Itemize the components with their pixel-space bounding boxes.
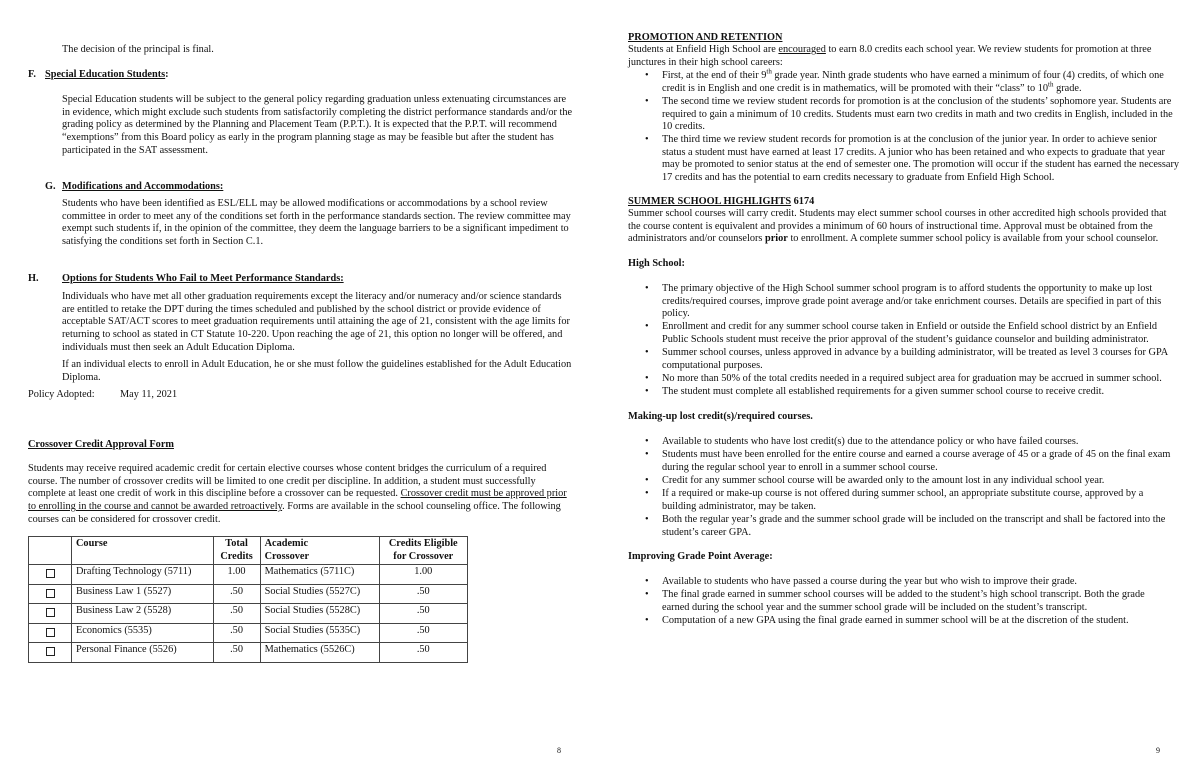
list-item [645,449,1171,474]
bullet-icon: • [645,576,649,587]
row-checkbox[interactable] [29,643,72,663]
summer-body [628,208,1166,246]
row-checkbox[interactable] [29,584,72,604]
list-item-text: credit is in English and one credit is in mathematics, will be promoted with their “class” to 10 [662,82,1049,94]
list-item-text: grade. [1053,82,1082,94]
list-item-line: The student must complete all established requirements for a given summer school course to receive credit. [662,386,1105,397]
list-item [645,67,1164,95]
list-item-line: Public Schools student must receive the prior approval of the student’s guidance counselor and building administrator. [662,333,1149,345]
summer-text: administrators and/or counselors [628,233,765,245]
policy-adopted-label: Policy Adopted: [28,389,95,400]
list-item [645,321,1157,346]
promotion-intro-line [628,44,1151,57]
list-item-line: student’s career GPA. [662,526,752,538]
crossover-title: Crossover Credit Approval Form [28,439,174,450]
section-f-line: Special Education students will be subject to the general policy regarding graduation unless extenuating circumstances are [62,94,567,105]
crossover-line [28,501,567,514]
list-item [645,96,1173,134]
checkbox-icon[interactable] [46,569,55,578]
bullet-icon: • [645,70,649,81]
list-item [645,436,1079,449]
bullet-icon: • [645,488,649,499]
encouraged-word: encouraged [778,44,826,55]
prior-word: prior [764,233,788,245]
checkbox-header [29,537,72,565]
high-school-title: High School: [628,258,685,269]
bullet-icon: • [645,386,649,397]
list-item [645,589,1145,614]
total-credits-header [213,537,260,565]
list-item-line: may be promoted to senior status at the end of semester one. The promotion will occur if the student has earned the necessary [662,159,1180,171]
summer-text: to enrollment. A complete summer school policy is available from your school counselor. [787,233,1159,245]
makeup-title: Making-up lost credit(s)/required courses. [628,411,813,422]
bullet-icon: • [645,436,649,447]
table-header-row [29,537,468,565]
policy-adopted-date: May 11, 2021 [120,389,178,400]
list-item-line: Computation of a new GPA using the final grade earned in summer school will be at the discretion of the student. [662,615,1129,626]
list-item-line: during the regular school year to enroll in a summer school course. [662,461,938,473]
crossover-text: complete at least one credit of work in this discipline before a crossover can be requested. [28,488,401,500]
checkbox-icon[interactable] [46,647,55,656]
section-h-line: Diploma. [62,371,101,383]
course-cell: Economics (5535) [72,623,214,643]
section-h-line: acceptable SAT/ACT scores to meet graduation requirements until attaining the age of 21, consistent with the age limits for [62,316,570,328]
list-item-line: 10 credits. [662,121,705,133]
bullet-icon: • [645,347,649,358]
section-g-line: exempt such students if, in the opinion of the committee, they deem the language barriers to be a significant impediment to [62,223,569,235]
crossover-line [28,488,567,501]
summer-title: SUMMER SCHOOL HIGHLIGHTS [628,196,792,207]
row-checkbox[interactable] [29,623,72,643]
course-cell: Business Law 2 (5528) [72,604,214,624]
section-f-line: in evidence, which might exclude such students from satisfactorily completing the district performance standards and/or the [62,106,573,118]
crossover-line: course. The number of crossover credits will be limited to one credit per discipline. In addition, a student must successfully [28,475,536,487]
page-number-9: 9 [1156,746,1160,755]
academic-crossover-header [260,537,379,565]
promotion-intro [628,44,1151,69]
checkbox-icon[interactable] [46,589,55,598]
row-checkbox[interactable] [29,565,72,585]
eligible-cell: .50 [379,623,467,643]
bullet-icon: • [645,321,649,332]
section-h-line: If an individual elects to enroll in Adult Education, he or she must follow the guidelines established for the Adult Education [62,359,572,370]
crossover-line: courses can be considered for crossover credit. [28,513,221,525]
academic-crossover-header-l2: Crossover [264,550,310,562]
crossover-cell: Mathematics (5711C) [260,565,379,585]
section-f-line: grading policy as determined by the Planning and Placement Team (P.P.T.). It is expected that the P.P.T. will recommend [62,119,557,131]
list-item-line: earned during the school year and the summer school grade will be included on the student’s transcript. [662,601,1088,613]
gpa-title: Improving Grade Point Average: [628,551,773,562]
eligible-cell: .50 [379,643,467,663]
list-item [645,488,1144,513]
section-h-letter: H. [28,273,39,284]
bullet-icon: • [645,615,649,626]
summer-policy-code: 6174 [793,196,815,207]
crossover-cell: Social Studies (5527C) [260,584,379,604]
page-9 [600,0,1200,776]
list-item-line: Students must have been enrolled for the entire course and earned a course average of 45 or a grade of 45 on the final exam [662,449,1171,460]
row-checkbox[interactable] [29,604,72,624]
section-h-body [62,291,570,355]
bullet-icon: • [645,449,649,460]
list-item [645,576,1078,589]
crossover-approval-note: to enrolling in the course and cannot be awarded retroactively [28,501,283,513]
credits-eligible-header-l2: for Crossover [393,550,454,562]
total-credits-header-l2: Credits [220,550,253,562]
section-f-body [62,94,572,158]
list-item [645,475,1105,488]
bullet-icon: • [645,134,649,145]
crossover-credit-table [28,536,468,663]
list-item-line: If a required or make-up course is not offered during summer school, an appropriate substitute course, approved by a [662,488,1144,499]
summer-line [628,233,1166,246]
credits-eligible-header [379,537,467,565]
course-cell: Personal Finance (5526) [72,643,214,663]
page-number-8: 8 [557,746,561,755]
section-f-title: Special Education Students [45,69,166,80]
summer-line: the course content is equivalent and provides a minimum of 60 hours of instructional time. Approval must be obtained from the [628,220,1153,232]
section-f-colon: : [165,69,169,80]
section-h-body-2 [62,359,571,384]
section-h-title: Options for Students Who Fail to Meet Performance Standards: [62,273,344,284]
superscript: th [1048,80,1054,89]
promotion-intro-text: Students at Enfield High School are [628,44,779,55]
list-item [645,386,1105,399]
section-h-line: are entitled to retake the DPT during the times scheduled and published by the school district or provide evidence of [62,303,541,315]
eligible-cell: .50 [379,584,467,604]
list-item [645,615,1129,628]
promotion-intro-text: to earn 8.0 credits each school year. We review students for promotion at three [825,44,1152,55]
table-row [29,565,468,585]
section-f-line: “exemptions” from this Board policy as early in the program planning stage as may be feasible but after the student has [62,132,554,144]
crossover-line: Students may receive required academic credit for certain elective courses whose content bridges the curriculum of a required [28,463,547,474]
section-g-line: Students who have been identified as ESL/ELL may be allowed modifications or accommodations by a school review [62,198,548,209]
list-item-line: Enrollment and credit for any summer school course taken in Enfield or outside the Enfield school district by an Enfield [662,321,1157,332]
list-item-line: Available to students who have lost credit(s) due to the attendance policy or who have failed courses. [662,436,1079,447]
credits-cell: .50 [213,643,260,663]
section-h-line: individuals must then seek an Adult Education Diploma. [62,341,295,353]
list-item-line: The final grade earned in summer school courses will be added to the student’s high school transcript. Both the grade [662,589,1145,600]
list-item-line: The third time we review student records for promotion is at the conclusion of the junior year. In order to achieve senior [662,134,1157,145]
course-header: Course [72,537,214,565]
list-item-line: computational purposes. [662,359,763,371]
checkbox-icon[interactable] [46,608,55,617]
list-item-line: 17 credits and has the potential to earn credits necessary to graduate from Enfield High School. [662,172,1055,184]
crossover-approval-note: Crossover credit must be approved prior [400,488,567,500]
list-item-line: Summer school courses, unless approved in advance by a building administrator, will be treated as level 3 courses for GPA [662,347,1169,358]
section-g-body [62,198,571,249]
bullet-icon: • [645,283,649,294]
bullet-icon: • [645,475,649,486]
summer-heading [628,196,814,209]
section-g-title: Modifications and Accommodations: [62,181,224,192]
checkbox-icon[interactable] [46,628,55,637]
principal-final-text: The decision of the principal is final. [62,44,214,55]
crossover-cell: Social Studies (5528C) [260,604,379,624]
bullet-icon: • [645,373,649,384]
list-item-line [662,80,1164,96]
list-item-line: No more than 50% of the total credits needed in a required subject area for graduation may be accrued in summer school. [662,373,1162,384]
section-g-line: satisfying the conditions set forth in Section C.1. [62,236,264,248]
list-item-line: Both the regular year’s grade and the summer school grade will be included on the transcript and shall be factored into the [662,514,1166,525]
list-item [645,134,1180,185]
list-item-line: policy. [662,308,690,320]
table-row [29,643,468,663]
credits-cell: 1.00 [213,565,260,585]
list-item [645,514,1166,539]
list-item-line: credits/required courses, improve grade point average and/or take enrichment courses. Details are specified in part of this [662,295,1162,307]
table-row [29,623,468,643]
list-item [645,347,1169,372]
course-cell: Drafting Technology (5711) [72,565,214,585]
course-cell: Business Law 1 (5527) [72,584,214,604]
credits-cell: .50 [213,604,260,624]
list-item-text: grade year. Ninth grade students who have earned a minimum of four (4) credits, of which one [771,70,1164,81]
eligible-cell: 1.00 [379,565,467,585]
section-h-line: returning to school as stated in CT Statute 10-220. Upon reaching the age of 21, this option no longer will be offered, and [62,329,563,341]
list-item-text: First, at the end of their 9 [662,70,767,81]
table-row [29,604,468,624]
list-item [645,283,1162,321]
list-item [645,373,1162,386]
credits-cell: .50 [213,623,260,643]
eligible-cell: .50 [379,604,467,624]
bullet-icon: • [645,96,649,107]
section-f-letter: F. [28,69,36,80]
crossover-cell: Mathematics (5526C) [260,643,379,663]
credits-cell: .50 [213,584,260,604]
crossover-cell: Social Studies (5535C) [260,623,379,643]
list-item-line: Available to students who have passed a course during the year but who wish to improve their grade. [662,576,1078,587]
section-g-line: committee in order to meet any of the conditions set forth in the performance standards section. The review committee may [62,210,571,222]
list-item-line [662,67,1164,83]
list-item-line: building administrator, may be taken. [662,500,817,512]
section-f-line: participated in the SAT assessment. [62,144,208,156]
section-g-letter: G. [45,181,56,192]
crossover-text: . Forms are available in the school counseling office. The following [282,501,561,513]
promotion-intro-line: junctures in their high school careers: [628,56,783,68]
credits-eligible-header-l1: Credits Eligible [388,538,458,549]
total-credits-header-l1: Total [225,538,248,549]
crossover-body [28,463,567,527]
section-f-heading [45,69,169,82]
list-item-line: Credit for any summer school course will be awarded only to the amount lost in any individual school year. [662,475,1105,486]
list-item-line: status a student must have earned at least 17 credits. A junior who has been retained and who expects to graduate that year [662,146,1165,158]
superscript: th [766,67,772,76]
list-item-line: The primary objective of the High School summer school program is to afford students the opportunity to make up lost [662,283,1153,294]
table-row [29,584,468,604]
promotion-title: PROMOTION AND RETENTION [628,32,783,43]
summer-line: Summer school courses will carry credit. Students may elect summer school courses in other accredited high schools provided that [628,208,1167,219]
section-h-line: Individuals who have met all other graduation requirements except the literacy and/or numeracy and/or science standards [62,291,562,302]
list-item-line: required to gain a minimum of 10 credits. Students must earn two credits in math and two credits in English, included in the [662,108,1173,120]
list-item-line: The second time we review student records for promotion is at the conclusion of the students’ sophomore year. Students are [662,96,1172,107]
bullet-icon: • [645,589,649,600]
academic-crossover-header-l1: Academic [264,538,309,549]
bullet-icon: • [645,514,649,525]
